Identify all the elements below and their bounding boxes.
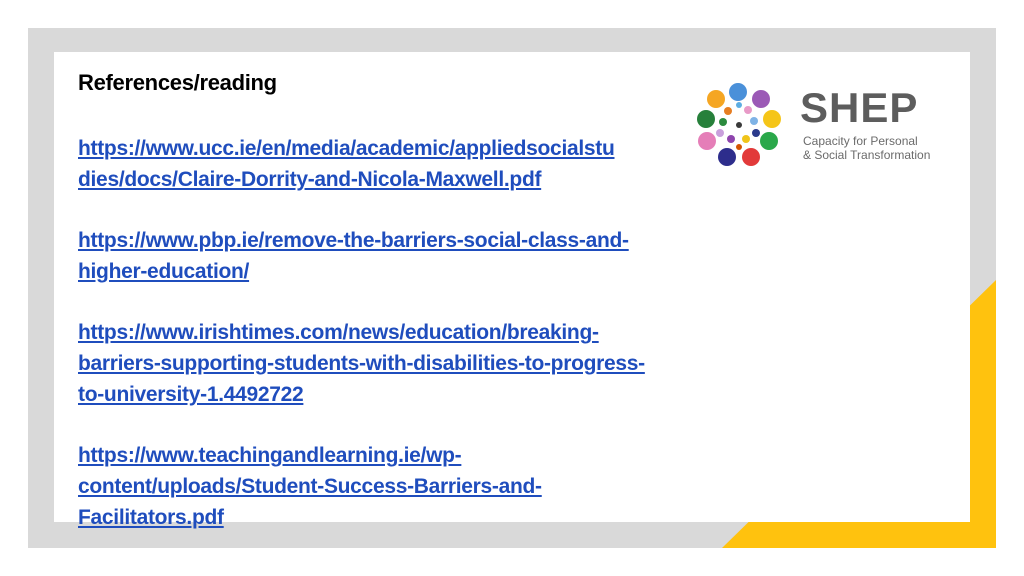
reference-link-line: higher-education/ [78, 260, 250, 283]
reference-link-line: https://www.pbp.ie/remove-the-barriers-social-class-and- [78, 229, 629, 252]
reference-link-line: dies/docs/Claire-Dorrity-and-Nicola-Maxwell.pdf [78, 168, 542, 191]
logo-subtitle-line: Capacity for Personal [803, 134, 918, 148]
reference-link-pbp[interactable] [78, 225, 718, 287]
reference-link-irishtimes[interactable] [78, 317, 718, 410]
reference-link-line: https://www.irishtimes.com/news/education/breaking- [78, 321, 599, 344]
reference-link-line: https://www.teachingandlearning.ie/wp- [78, 444, 462, 467]
page-title: References/reading [78, 70, 277, 95]
reference-link-ucc[interactable] [78, 133, 718, 195]
reference-link-line: Facilitators.pdf [78, 506, 224, 529]
reference-link-line: content/uploads/Student-Success-Barriers-and- [78, 475, 542, 498]
logo-title: SHEP [800, 84, 919, 131]
reference-link-line: barriers-supporting-students-with-disabilities-to-progress- [78, 352, 645, 375]
logo-subtitle [803, 134, 930, 162]
reference-link-line: https://www.ucc.ie/en/media/academic/appliedsocialstu [78, 137, 615, 160]
reference-link-line: to-university-1.4492722 [78, 383, 304, 406]
logo-subtitle-line: & Social Transformation [803, 148, 931, 162]
reference-link-teachingandlearning[interactable] [78, 440, 718, 533]
